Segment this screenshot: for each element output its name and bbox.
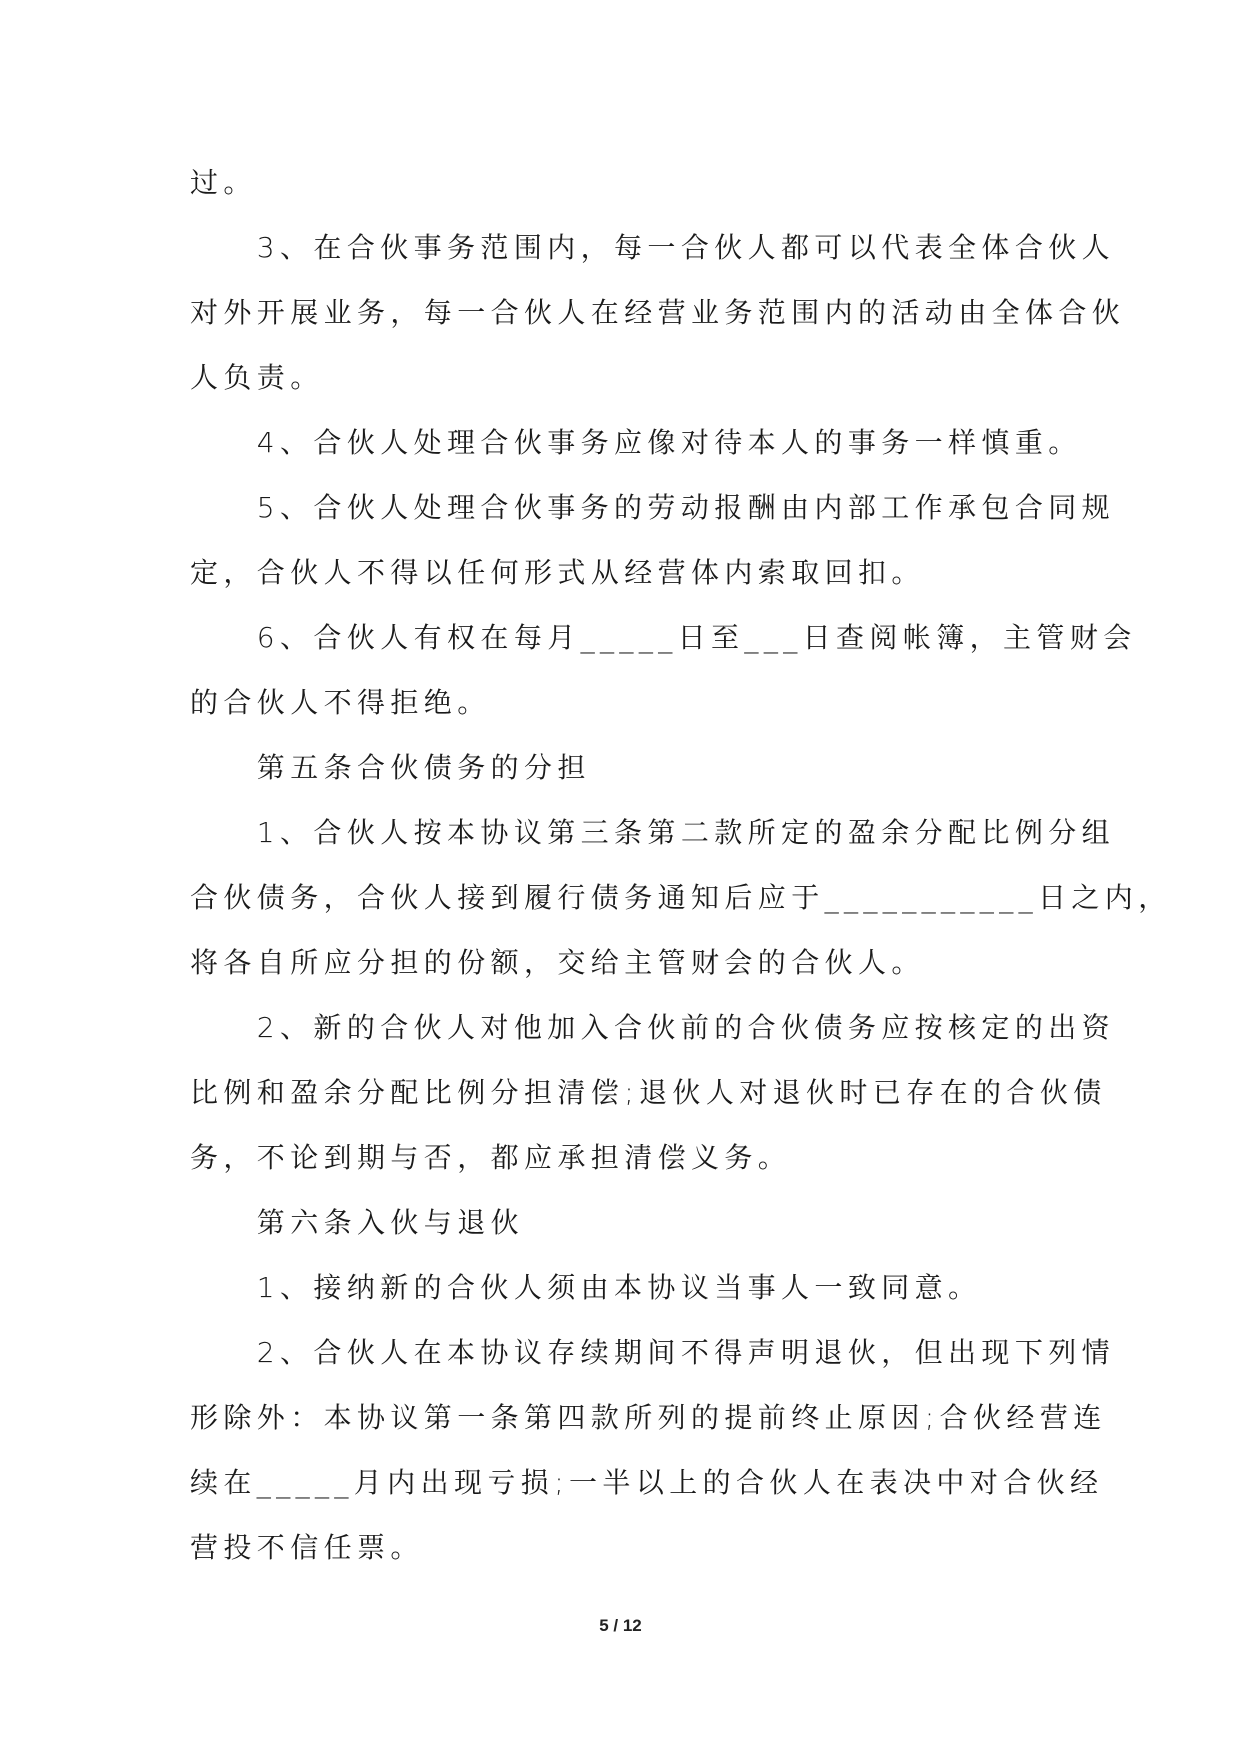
text-line: 将各自所应分担的份额，交给主管财会的合伙人。 (190, 946, 925, 979)
text-line: 续在_____月内出现亏损;一半以上的合伙人在表决中对合伙经 (190, 1466, 1104, 1499)
text-line: 的合伙人不得拒绝。 (190, 686, 491, 719)
page-number: 5 / 12 (599, 1616, 642, 1635)
text-line: 合伙债务，合伙人接到履行债务通知后应于___________日之内， (190, 881, 1172, 914)
text-line: 4、合伙人处理合伙事务应像对待本人的事务一样慎重。 (190, 426, 1082, 459)
text-line: 2、新的合伙人对他加入合伙前的合伙债务应按核定的出资 (190, 1011, 1116, 1044)
text-line: 6、合伙人有权在每月_____日至___日查阅帐簿，主管财会 (190, 621, 1137, 654)
text-line: 1、接纳新的合伙人须由本协议当事人一致同意。 (190, 1271, 982, 1304)
text-line: 形除外：本协议第一条第四款所列的提前终止原因;合伙经营连 (190, 1401, 1107, 1434)
text-line: 1、合伙人按本协议第三条第二款所定的盈余分配比例分组 (190, 816, 1116, 849)
section-heading: 第六条入伙与退伙 (190, 1206, 525, 1239)
text-line: 过。 (190, 166, 257, 199)
text-line: 2、合伙人在本协议存续期间不得声明退伙，但出现下列情 (190, 1336, 1116, 1369)
text-line: 务，不论到期与否，都应承担清偿义务。 (190, 1141, 792, 1174)
document-body (190, 150, 1172, 1580)
text-line: 对外开展业务，每一合伙人在经营业务范围内的活动由全体合伙 (190, 296, 1126, 329)
text-line: 人负责。 (190, 361, 324, 394)
text-line: 营投不信任票。 (190, 1531, 424, 1564)
text-line: 3、在合伙事务范围内，每一合伙人都可以代表全体合伙人 (190, 231, 1116, 264)
section-heading: 第五条合伙债务的分担 (190, 751, 591, 784)
text-line: 5、合伙人处理合伙事务的劳动报酬由内部工作承包合同规 (190, 491, 1116, 524)
text-line: 比例和盈余分配比例分担清偿;退伙人对退伙时已存在的合伙债 (190, 1076, 1107, 1109)
text-line: 定，合伙人不得以任何形式从经营体内索取回扣。 (190, 556, 925, 589)
